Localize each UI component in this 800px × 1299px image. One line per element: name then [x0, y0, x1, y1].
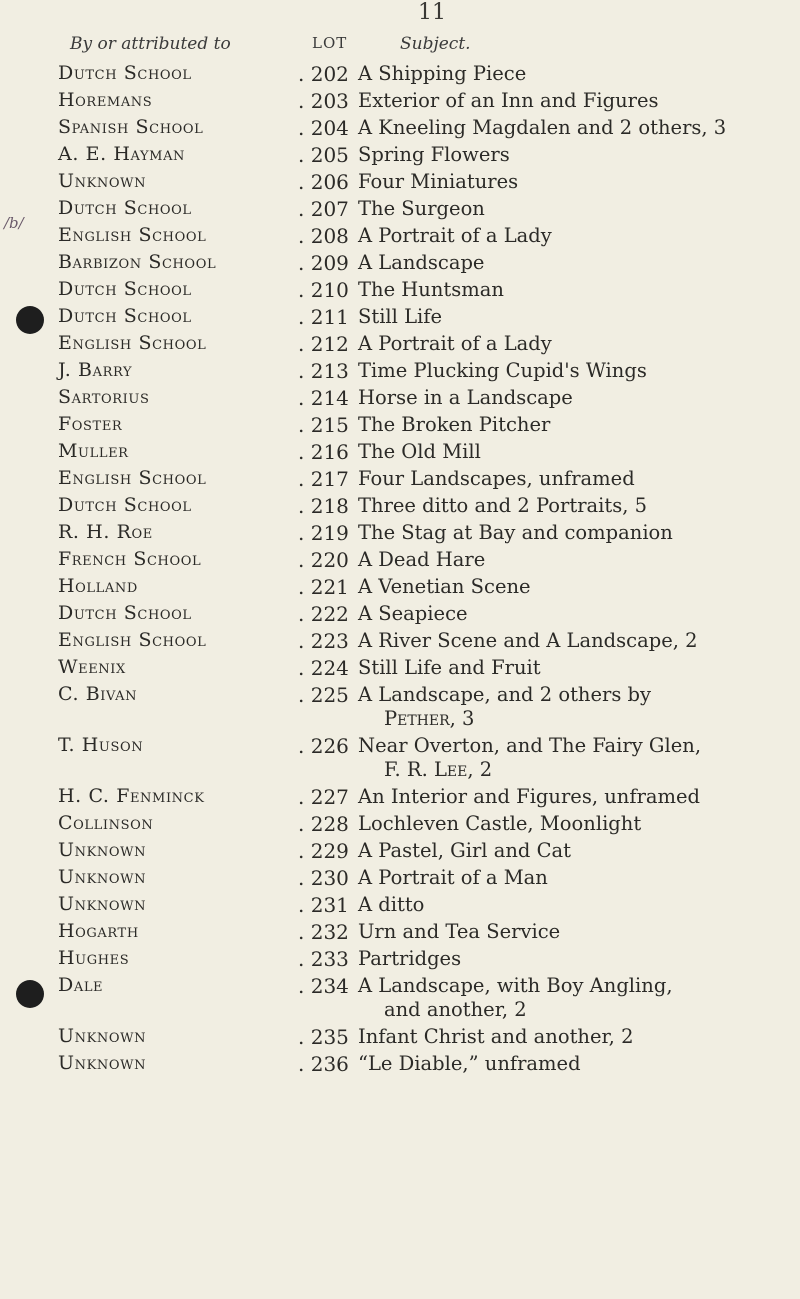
lot-number: . 214 [298, 386, 346, 410]
subject-text [358, 116, 778, 140]
catalogue-row [0, 548, 800, 572]
catalogue-row [0, 413, 800, 437]
subject-line: Three ditto and 2 Portraits, 5 [358, 494, 648, 517]
catalogue-row [0, 332, 800, 356]
catalogue-row [0, 386, 800, 410]
catalogue-row [0, 575, 800, 599]
subject-text [358, 440, 778, 464]
lot-number: . 223 [298, 629, 346, 653]
subject-line: The Old Mill [358, 440, 481, 463]
lot-number: . 228 [298, 812, 346, 836]
artist-name: T. Huson [58, 734, 144, 756]
catalogue-row [0, 278, 800, 302]
artist-name: R. H. Roe [58, 521, 153, 543]
artist-name: Holland [58, 575, 138, 597]
artist-name: Unknown [58, 839, 147, 861]
lot-number: . 208 [298, 224, 346, 248]
subject-line: The Broken Pitcher [358, 413, 551, 436]
catalogue-row [0, 467, 800, 491]
artist-name: English School [58, 629, 207, 651]
subject-text [358, 920, 778, 944]
catalogue-row [0, 974, 800, 1022]
subject-line: A Venetian Scene [358, 575, 531, 598]
margin-note: /b/ [4, 214, 24, 232]
subject-line: The Surgeon [358, 197, 485, 220]
artist-name: Dutch School [58, 197, 192, 219]
catalogue-row [0, 656, 800, 680]
subject-line: Exterior of an Inn and Figures [358, 89, 659, 112]
catalogue-row [0, 521, 800, 545]
subject-text [358, 683, 778, 731]
artist-name: Unknown [58, 1052, 147, 1074]
lot-number: . 225 [298, 683, 346, 707]
subject-line: Partridges [358, 947, 462, 970]
subject-text [358, 332, 778, 356]
subject-line: A Dead Hare [358, 548, 486, 571]
subject-text [358, 629, 778, 653]
lot-column-header: LOT [312, 34, 348, 52]
catalogue-row [0, 89, 800, 113]
lot-number: . 203 [298, 89, 346, 113]
subject-line: A River Scene and A Landscape, 2 [358, 629, 698, 652]
subject-text [358, 224, 778, 248]
catalogue-row [0, 440, 800, 464]
page-number: 11 [418, 0, 446, 25]
catalogue-row [0, 170, 800, 194]
subject-text [358, 656, 778, 680]
artist-name: English School [58, 332, 207, 354]
catalogue-row [0, 62, 800, 86]
subject-line: A Landscape [358, 251, 485, 274]
subject-line: Urn and Tea Service [358, 920, 561, 943]
artist-name: Dutch School [58, 305, 192, 327]
subject-line: Four Landscapes, unframed [358, 467, 635, 490]
catalogue-row [0, 683, 800, 731]
subject-text [358, 305, 778, 329]
subject-line: Lochleven Castle, Moonlight [358, 812, 642, 835]
subject-text [358, 1025, 778, 1049]
subject-line: Still Life [358, 305, 443, 328]
lot-number: . 205 [298, 143, 346, 167]
artist-column-header: By or attributed to [70, 34, 231, 54]
subject-text [358, 359, 778, 383]
lot-number: . 220 [298, 548, 346, 572]
subject-line: A Portrait of a Man [358, 866, 548, 889]
lot-number: . 209 [298, 251, 346, 275]
subject-text [358, 386, 778, 410]
catalogue-row [0, 893, 800, 917]
subject-text [358, 1052, 778, 1076]
lot-number: . 233 [298, 947, 346, 971]
lot-number: . 221 [298, 575, 346, 599]
artist-name: Collinson [58, 812, 154, 834]
subject-line: A Shipping Piece [358, 62, 527, 85]
lot-number: . 213 [298, 359, 346, 383]
subject-text [358, 197, 778, 221]
lot-number: . 230 [298, 866, 346, 890]
catalogue-row [0, 359, 800, 383]
artist-name: English School [58, 224, 207, 246]
subject-line: Spring Flowers [358, 143, 510, 166]
subject-text [358, 89, 778, 113]
artist-name: J. Barry [58, 359, 133, 381]
catalogue-row [0, 251, 800, 275]
subject-line: Near Overton, and The Fairy Glen, [358, 734, 702, 757]
lot-number: . 232 [298, 920, 346, 944]
lot-number: . 218 [298, 494, 346, 518]
catalogue-row [0, 734, 800, 782]
artist-name: C. Bivan [58, 683, 138, 705]
subject-text [358, 62, 778, 86]
lot-number: . 202 [298, 62, 346, 86]
lot-number: . 210 [298, 278, 346, 302]
subject-text [358, 893, 778, 917]
lot-number: . 231 [298, 893, 346, 917]
subject-text [358, 974, 778, 1022]
subject-continuation: F. R. Lee, 2 [384, 758, 493, 781]
artist-name: Hughes [58, 947, 130, 969]
artist-name: Foster [58, 413, 123, 435]
catalogue-row [0, 197, 800, 221]
catalogue-list [0, 62, 800, 1079]
lot-number: . 217 [298, 467, 346, 491]
subject-line: Still Life and Fruit [358, 656, 541, 679]
catalogue-row [0, 224, 800, 248]
catalogue-row [0, 1025, 800, 1049]
subject-line: Horse in a Landscape [358, 386, 573, 409]
subject-line: A Portrait of a Lady [358, 332, 552, 355]
artist-name: Dutch School [58, 278, 192, 300]
lot-number: . 216 [298, 440, 346, 464]
lot-number: . 227 [298, 785, 346, 809]
subject-line: A Landscape, with Boy Angling, [358, 974, 673, 997]
catalogue-row [0, 785, 800, 809]
artist-name: French School [58, 548, 202, 570]
catalogue-row [0, 494, 800, 518]
lot-number: . 211 [298, 305, 346, 329]
artist-name: Muller [58, 440, 129, 462]
subject-line: “Le Diable,” unframed [358, 1052, 581, 1075]
lot-number: . 224 [298, 656, 346, 680]
subject-text [358, 602, 778, 626]
subject-text [358, 467, 778, 491]
lot-number: . 212 [298, 332, 346, 356]
catalogue-row [0, 920, 800, 944]
lot-number: . 236 [298, 1052, 346, 1076]
artist-name: Unknown [58, 893, 147, 915]
subject-line: A Seapiece [358, 602, 468, 625]
lot-number: . 226 [298, 734, 346, 758]
artist-name: Weenix [58, 656, 126, 678]
catalogue-row [0, 866, 800, 890]
subject-text [358, 494, 778, 518]
artist-name: Unknown [58, 866, 147, 888]
subject-text [358, 785, 778, 809]
catalogue-row [0, 1052, 800, 1076]
subject-text [358, 839, 778, 863]
artist-name: Barbizon School [58, 251, 217, 273]
lot-number: . 215 [298, 413, 346, 437]
subject-continuation: Pether, 3 [384, 707, 475, 730]
artist-name: A. E. Hayman [58, 143, 186, 165]
subject-text [358, 278, 778, 302]
catalogue-row [0, 305, 800, 329]
lot-number: . 206 [298, 170, 346, 194]
catalogue-row [0, 812, 800, 836]
artist-name: Horemans [58, 89, 153, 111]
subject-line: The Huntsman [358, 278, 504, 301]
catalogue-row [0, 629, 800, 653]
artist-name: Dale [58, 974, 104, 996]
lot-number: . 234 [298, 974, 346, 998]
subject-line: Time Plucking Cupid's Wings [358, 359, 647, 382]
artist-name: Hogarth [58, 920, 139, 942]
subject-text [358, 947, 778, 971]
artist-name: H. C. Fenminck [58, 785, 205, 807]
lot-number: . 235 [298, 1025, 346, 1049]
subject-line: The Stag at Bay and companion [358, 521, 673, 544]
artist-name: Dutch School [58, 62, 192, 84]
subject-text [358, 575, 778, 599]
subject-line: A Landscape, and 2 others by [358, 683, 652, 706]
lot-number: . 222 [298, 602, 346, 626]
subject-text [358, 734, 778, 782]
subject-text [358, 251, 778, 275]
subject-text [358, 548, 778, 572]
artist-name: Sartorius [58, 386, 150, 408]
subject-text [358, 866, 778, 890]
lot-number: . 207 [298, 197, 346, 221]
subject-line: An Interior and Figures, unframed [358, 785, 701, 808]
subject-text [358, 170, 778, 194]
subject-continuation: and another, 2 [384, 998, 527, 1021]
catalogue-row [0, 839, 800, 863]
subject-text [358, 413, 778, 437]
artist-name: Dutch School [58, 602, 192, 624]
subject-line: A Kneeling Magdalen and 2 others, 3 [358, 116, 727, 139]
lot-number: . 204 [298, 116, 346, 140]
lot-number: . 229 [298, 839, 346, 863]
subject-line: A Pastel, Girl and Cat [358, 839, 571, 862]
subject-line: A ditto [358, 893, 425, 916]
subject-line: Four Miniatures [358, 170, 519, 193]
artist-name: Unknown [58, 170, 147, 192]
catalogue-row [0, 947, 800, 971]
subject-line: A Portrait of a Lady [358, 224, 552, 247]
artist-name: Dutch School [58, 494, 192, 516]
subject-line: Infant Christ and another, 2 [358, 1025, 634, 1048]
catalogue-row [0, 143, 800, 167]
lot-number: . 219 [298, 521, 346, 545]
artist-name: Unknown [58, 1025, 147, 1047]
artist-name: English School [58, 467, 207, 489]
catalogue-row [0, 602, 800, 626]
subject-text [358, 521, 778, 545]
artist-name: Spanish School [58, 116, 204, 138]
subject-column-header: Subject. [400, 34, 471, 54]
subject-text [358, 143, 778, 167]
catalogue-row [0, 116, 800, 140]
subject-text [358, 812, 778, 836]
